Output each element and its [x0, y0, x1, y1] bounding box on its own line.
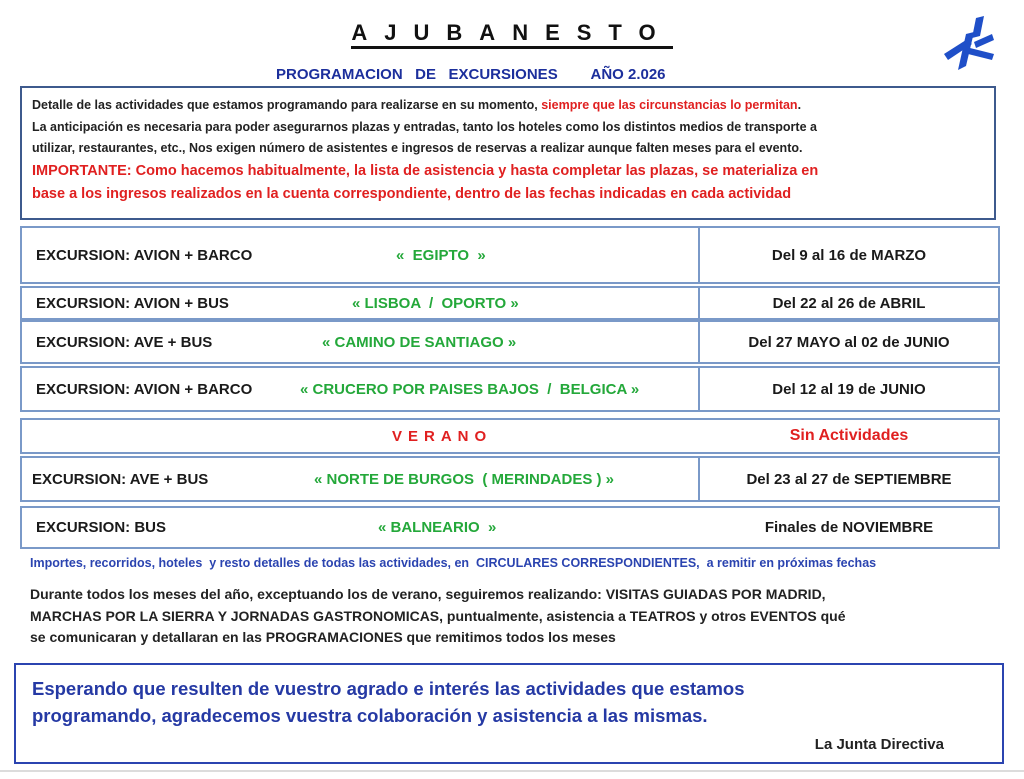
summer-row	[20, 418, 1000, 454]
excursion-destination: « CAMINO DE SANTIAGO »	[322, 333, 517, 351]
excursion-type: EXCURSION: AVION + BUS	[36, 294, 229, 312]
excursion-type: EXCURSION: AVION + BARCO	[36, 246, 253, 264]
excursion-row-lisboa	[20, 286, 1000, 320]
excursion-type: EXCURSION: AVION + BARCO	[36, 380, 253, 398]
circulars-note: Importes, recorridos, hoteles y resto detalles de todas las actividades, en CIRCULARES CORRESPONDIENTES, a remitir en próximas fechas	[30, 556, 877, 570]
important-line-1: IMPORTANTE: Como hacemos habitualmente, la lista de asistencia y hasta completar las plazas, se materializa en	[32, 162, 819, 179]
club-logo-icon	[936, 14, 998, 76]
excursion-type: EXCURSION: BUS	[36, 519, 167, 536]
paragraph-line-3: se comunicaran y detallaran en las PROGRAMACIONES que remitimos todos los meses	[30, 629, 616, 645]
excursion-destination: « BALNEARIO »	[378, 519, 497, 536]
intro-line-1: Detalle de las actividades que estamos programando para realizarse en su momento, siempre que las circunstancias lo permitan.	[32, 98, 802, 112]
excursion-type: EXCURSION: AVE + BUS	[36, 333, 213, 351]
excursion-destination: « NORTE DE BURGOS ( MERINDADES ) »	[314, 470, 615, 488]
excursion-dates: Del 23 al 27 de SEPTIEMBRE	[746, 470, 952, 488]
excursion-row-egipto	[20, 226, 1000, 284]
closing-box	[14, 663, 1004, 764]
excursion-dates: Del 12 al 19 de JUNIO	[772, 380, 926, 398]
excursion-dates: Del 9 al 16 de MARZO	[771, 246, 927, 264]
closing-line-1: Esperando que resulten de vuestro agrado e interés las actividades que estamos	[32, 678, 745, 699]
closing-message	[32, 675, 745, 729]
excursion-row-burgos	[20, 456, 1000, 502]
excursions-table	[20, 226, 1000, 549]
no-activities-label: Sin Actividades	[789, 427, 909, 444]
excursion-row-santiago	[20, 320, 1000, 364]
excursion-dates: Del 27 MAYO al 02 de JUNIO	[748, 333, 950, 351]
signature: La Junta Directiva	[814, 736, 944, 753]
bottom-divider	[0, 770, 1024, 772]
excursion-destination: « CRUCERO POR PAISES BAJOS / BELGICA »	[300, 380, 640, 398]
summer-label: VERANO	[392, 427, 493, 445]
excursion-dates: Del 22 al 26 de ABRIL	[772, 294, 926, 312]
paragraph-line-2: MARCHAS POR LA SIERRA Y JORNADAS GASTRONOMICAS, puntualmente, asistencia a TEATROS y otros EVENTOS qué	[30, 607, 846, 624]
important-line-2: base a los ingresos realizados en la cuenta correspondiente, dentro de las fechas indicadas en cada actividad	[32, 185, 792, 202]
excursion-row-crucero	[20, 366, 1000, 412]
closing-line-2: programando, agradecemos vuestra colaboración y asistencia a las mismas.	[32, 705, 708, 726]
monthly-activities-paragraph	[30, 584, 1010, 649]
title-text: AJUBANESTO	[351, 20, 672, 49]
excursion-row-balneario	[20, 506, 1000, 549]
excursion-type: EXCURSION: AVE + BUS	[32, 470, 209, 488]
intro-box	[20, 86, 996, 220]
excursion-dates: Finales de NOVIEMBRE	[764, 519, 934, 536]
excursion-destination: « LISBOA / OPORTO »	[352, 294, 519, 312]
document-subtitle: PROGRAMACION DE EXCURSIONES AÑO 2.026	[276, 66, 666, 83]
intro-line-3: utilizar, restaurantes, etc., Nos exigen número de asistentes e ingresos de reservas a realizar aunque falten meses para el evento.	[32, 141, 803, 155]
paragraph-line-1: Durante todos los meses del año, exceptuando los de verano, seguiremos realizando: VISITAS GUIADAS POR MADRID,	[30, 586, 826, 602]
intro-line-2: La anticipación es necesaria para poder asegurarnos plazas y entradas, tanto los hoteles como los distintos medios de transporte a	[32, 119, 817, 134]
excursion-destination: « EGIPTO »	[396, 246, 486, 264]
document-title	[0, 20, 1024, 46]
